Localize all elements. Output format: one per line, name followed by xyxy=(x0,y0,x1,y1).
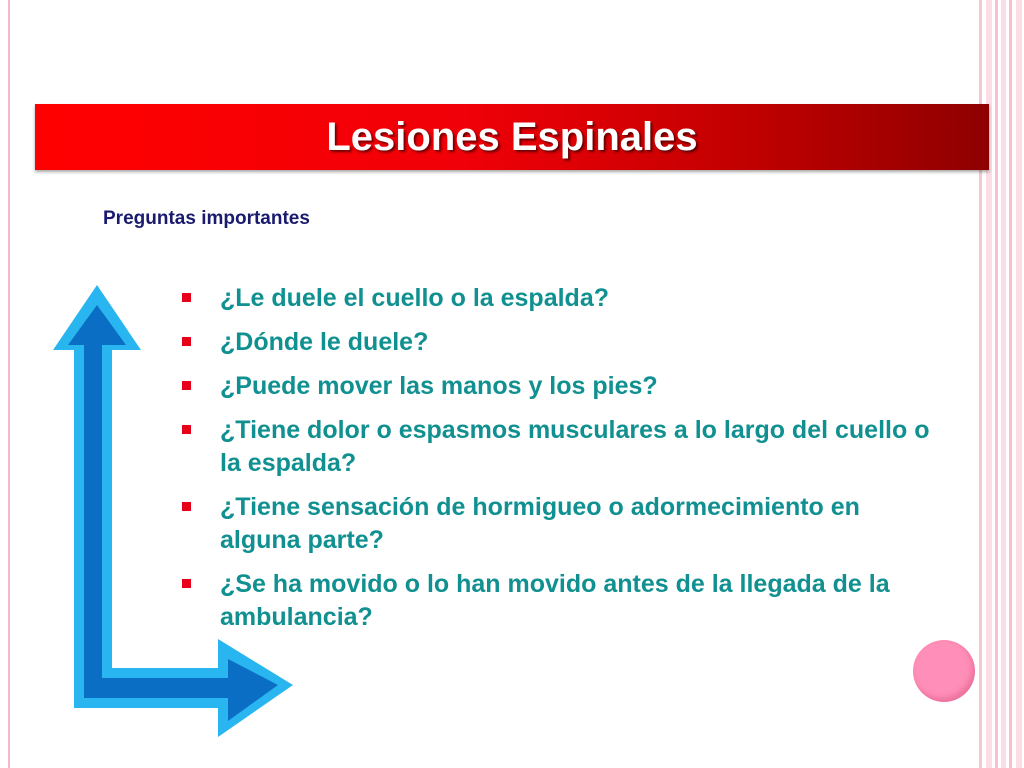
right-stripe xyxy=(1001,0,1006,768)
square-bullet-icon xyxy=(182,502,191,511)
slide-subtitle: Preguntas importantes xyxy=(103,208,310,229)
right-stripe xyxy=(1016,0,1022,768)
question-list xyxy=(180,282,940,645)
square-bullet-icon xyxy=(182,425,191,434)
list-item xyxy=(180,414,940,480)
pink-circle-decoration xyxy=(913,640,975,702)
right-stripe xyxy=(1009,0,1012,768)
question-text: ¿Tiene dolor o espasmos musculares a lo largo del cuello o la espalda? xyxy=(220,416,930,477)
left-frame-line xyxy=(8,0,10,768)
list-item xyxy=(180,491,940,557)
question-text: ¿Se ha movido o lo han movido antes de la llegada de la ambulancia? xyxy=(220,570,890,631)
square-bullet-icon xyxy=(182,293,191,302)
list-item xyxy=(180,282,940,315)
slide-title: Lesiones Espinales xyxy=(326,115,698,159)
title-bar xyxy=(35,104,989,170)
list-item xyxy=(180,370,940,403)
question-text: ¿Tiene sensación de hormigueo o adormecimiento en alguna parte? xyxy=(220,493,860,554)
square-bullet-icon xyxy=(182,579,191,588)
square-bullet-icon xyxy=(182,381,191,390)
list-item xyxy=(180,568,940,634)
right-stripe xyxy=(995,0,998,768)
square-bullet-icon xyxy=(182,337,191,346)
list-item xyxy=(180,326,940,359)
question-text: ¿Dónde le duele? xyxy=(220,328,429,356)
question-text: ¿Puede mover las manos y los pies? xyxy=(220,372,658,400)
question-text: ¿Le duele el cuello o la espalda? xyxy=(220,284,610,312)
